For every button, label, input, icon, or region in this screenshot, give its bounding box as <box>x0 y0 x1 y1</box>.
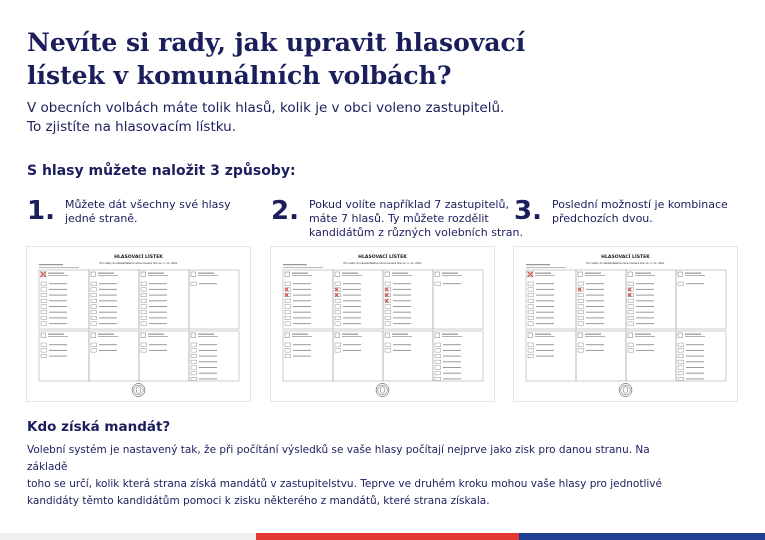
step-number: 1. <box>27 196 55 226</box>
ballot-svg <box>514 247 737 401</box>
step-text <box>309 197 523 240</box>
step-text-line: Můžete dát všechny své hlasy <box>64 198 231 211</box>
ways-heading: S hlasy můžete naložit 3 způsoby: <box>27 163 296 179</box>
ballot-seal-icon <box>619 384 632 397</box>
ballot-seal-icon <box>376 384 389 397</box>
step-text <box>65 197 231 226</box>
step-text-line: předchozích dvou. <box>551 212 653 225</box>
step-number: 2. <box>271 196 299 226</box>
ballot-title: HLASOVACÍ LÍSTEK <box>114 255 163 260</box>
step-text-line: kandidátům z různých volebních stran. <box>308 226 524 239</box>
intro-line: To zjistíte na hlasovacím lístku. <box>27 119 237 135</box>
step-text <box>552 197 728 226</box>
step-1 <box>27 197 231 226</box>
step-3 <box>514 197 728 226</box>
mandate-heading: Kdo získá mandát? <box>27 419 171 435</box>
page-title: Nevíte si rady, jak upravit hlasovací lístek v komunálních volbách? <box>27 28 526 90</box>
step-2 <box>271 197 523 240</box>
step-text-line: jedné straně. <box>64 212 138 225</box>
ballot-illustration-1 <box>27 247 250 401</box>
step-text-line: máte 7 hlasů. Ty můžete rozdělit <box>308 212 489 225</box>
footer-stripe-red <box>256 533 519 540</box>
ballot-title: HLASOVACÍ LÍSTEK <box>601 255 650 260</box>
ballot-subtitle: Pro volby do zastupitelstva obce konané dne xx. x. xx. 20xx <box>343 262 422 265</box>
step-text-line: Pokud volíte například 7 zastupitelů, <box>308 198 509 211</box>
ballot-illustration-2 <box>271 247 494 401</box>
ballot-subtitle: Pro volby do zastupitelstva obce konané dne xx. x. xx. 20xx <box>586 262 665 265</box>
ballot-svg <box>271 247 494 401</box>
ballot-title: HLASOVACÍ LÍSTEK <box>358 255 407 260</box>
ballot-svg <box>27 247 250 401</box>
ballot-seal-icon <box>132 384 145 397</box>
step-text-line: Poslední možností je kombinace <box>551 198 728 211</box>
step-number: 3. <box>514 196 542 226</box>
intro-line: V obecních volbách máte tolik hlasů, kolik je v obci voleno zastupitelů. <box>27 100 505 116</box>
footer-stripe-blue <box>519 533 765 540</box>
ballot-subtitle: Pro volby do zastupitelstva obce konané dne xx. x. xx. 20xx <box>99 262 178 265</box>
mandate-text-line: kandidáty těmto kandidátům pomoci k zisku některého z mandátů, které strana získala. <box>27 495 490 507</box>
mandate-text-line: Volební systém je nastavený tak, že při počítání výsledků se vaše hlasy počítají nejprve jako zisk pro danou stranu. Na základě <box>27 444 650 473</box>
intro-text <box>27 99 667 137</box>
mandate-text <box>27 442 667 510</box>
mandate-text-line: toho se určí, kolik která strana získá mandátů v zastupitelstvu. Teprve ve druhém kroku mohou vaše hlasy pro jednotlivé <box>27 478 662 490</box>
ballot-illustration-3 <box>514 247 737 401</box>
